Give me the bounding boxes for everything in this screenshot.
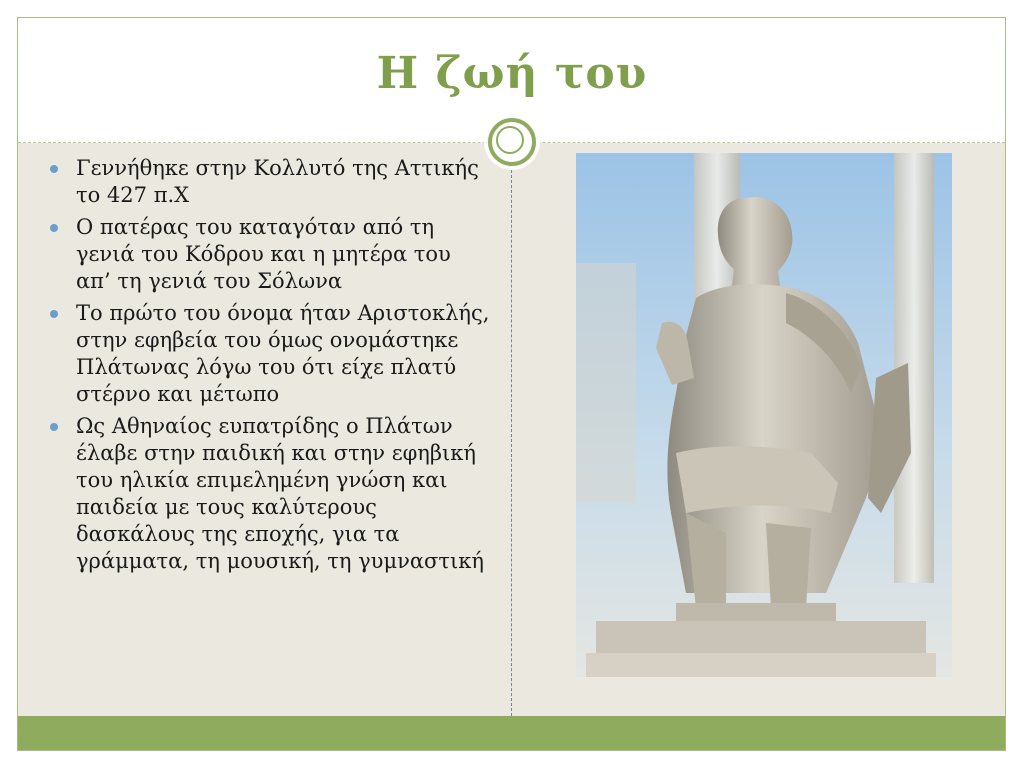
bullet-item	[50, 300, 490, 408]
slide-title: Η ζωή του	[376, 48, 648, 99]
bullet-text: Ως Αθηναίος ευπατρίδης ο Πλάτων έλαβε στην παιδική και στην εφηβική του ηλικία επιμελημένη γνώση και παιδεία με τους καλύτερους δασκάλους της εποχής, για τα γράμματα, τη μουσική, τη γυμναστική	[76, 414, 484, 573]
bullet-icon	[50, 423, 58, 431]
bullet-item	[50, 155, 490, 209]
plato-statue-image	[576, 153, 952, 677]
bullet-text: Ο πατέρας του καταγόταν από τη γενιά του Κόδρου και η μητέρα του απ’ τη γενιά του Σόλωνα	[76, 215, 451, 293]
bullet-item	[50, 214, 490, 295]
bullet-list	[50, 155, 490, 580]
bullet-text: Γεννήθηκε στην Κολλυτό της Αττικής το 427 π.Χ	[76, 156, 479, 207]
circle-ornament-inner-icon	[496, 126, 524, 154]
bullet-icon	[50, 165, 58, 173]
column-divider	[511, 170, 512, 716]
bullet-item	[50, 413, 490, 575]
bullet-text: Το πρώτο του όνομα ήταν Αριστοκλής, στην εφηβεία του όμως ονομάστηκε Πλάτωνας λόγω του ότι είχε πλατύ στέρνο και μέτωπο	[76, 301, 490, 406]
bullet-icon	[50, 224, 58, 232]
footer-bar	[18, 716, 1005, 750]
bullet-icon	[50, 310, 58, 318]
